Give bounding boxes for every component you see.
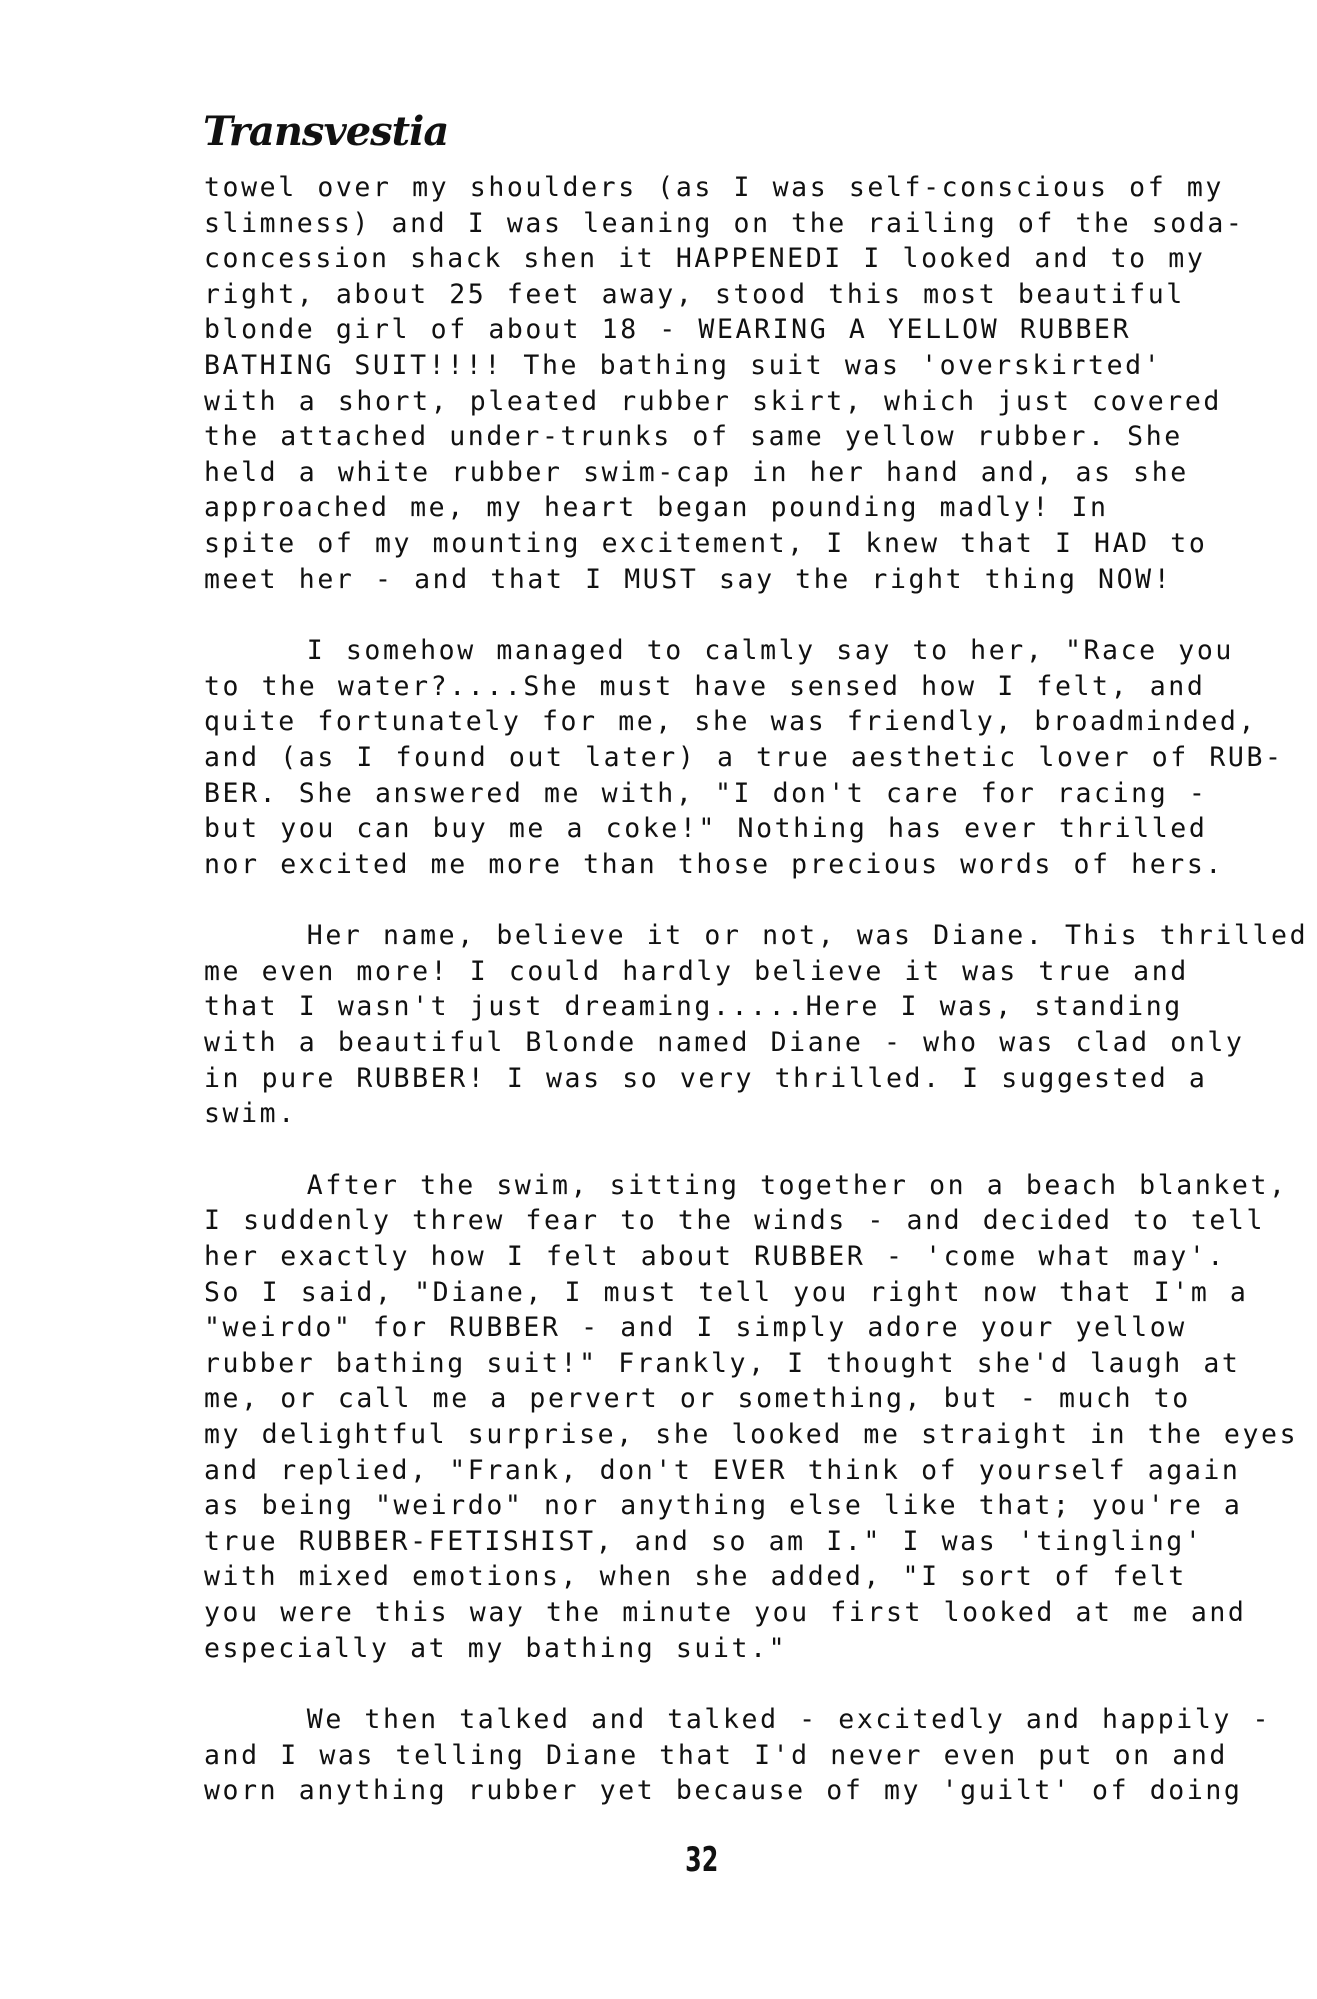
page-number: 32 [685, 1840, 719, 1880]
text-line: meet her - and that I MUST say the right thing NOW! [204, 563, 1173, 595]
text-line: So I said, "Diane, I must tell you right now that I'm a [204, 1276, 1249, 1308]
text-line: and I was telling Diane that I'd never even put on and [204, 1739, 1228, 1771]
text-line: my delightful surprise, she looked me straight in the eyes [204, 1419, 1299, 1450]
text-line: and replied, "Frank, don't EVER think of yourself again [204, 1454, 1241, 1486]
text-line: you were this way the minute you first looked at me and [204, 1596, 1247, 1628]
text-line: I somehow managed to calmly say to her, "Race you [204, 635, 1234, 667]
text-line: the attached under-trunks of same yellow rubber. She [204, 421, 1183, 453]
paragraph-5 [204, 1702, 1284, 1809]
paragraph-3 [204, 918, 1309, 1132]
body-text [204, 170, 1309, 1809]
text-line: spite of my mounting excitement, I knew that I HAD to [204, 527, 1208, 559]
text-line: with mixed emotions, when she added, "I sort of felt [204, 1561, 1187, 1593]
text-line: right, about 25 feet away, stood this most beautiful [204, 278, 1185, 310]
text-line: quite fortunately for me, she was friendly, broadminded, [204, 706, 1258, 738]
text-line: me even more! I could hardly believe it was true and [204, 955, 1189, 987]
text-line: BER. She answered me with, "I don't care for racing - [204, 777, 1208, 809]
text-line: swim. [204, 1098, 297, 1130]
text-line: but you can buy me a coke!" Nothing has ever thrilled [204, 813, 1208, 845]
text-line: blonde girl of about 18 - WEARING A YELLOW RUBBER [204, 314, 1132, 346]
text-line: worn anything rubber yet because of my 'guilt' of doing [204, 1775, 1243, 1807]
text-line: me, or call me a pervert or something, but - much to [204, 1383, 1191, 1415]
text-line: with a short, pleated rubber skirt, which just covered [204, 385, 1222, 417]
text-line: as being "weirdo" nor anything else like that; you're a [204, 1490, 1243, 1522]
text-line: BATHING SUIT!!!! The bathing suit was 'overskirted' [204, 349, 1163, 381]
paragraph-2 [204, 633, 1284, 882]
text-line: Her name, believe it or not, was Diane. This thrilled [204, 920, 1309, 952]
text-line: towel over my shoulders (as I was self-conscious of my [204, 172, 1224, 203]
text-line: "weirdo" for RUBBER - and I simply adore your yellow [204, 1312, 1187, 1344]
text-line: in pure RUBBER! I was so very thrilled. I suggested a [204, 1062, 1208, 1094]
text-line: to the water?....She must have sensed how I felt, and [204, 670, 1206, 702]
text-line: slimness) and I was leaning on the railing of the soda- [204, 207, 1245, 239]
text-line: We then talked and talked - excitedly and happily - [204, 1704, 1272, 1736]
text-line: rubber bathing suit!" Frankly, I thought she'd laugh at [204, 1347, 1241, 1379]
text-line: I suddenly threw fear to the winds - and decided to tell [204, 1205, 1266, 1237]
text-line: true RUBBER-FETISHIST, and so am I." I was 'tingling' [204, 1525, 1204, 1557]
text-line: with a beautiful Blonde named Diane - who was clad only [204, 1027, 1245, 1059]
paragraph-1 [204, 170, 1284, 597]
running-head-title: Transvestia [203, 108, 449, 155]
text-line: that I wasn't just dreaming.....Here I was, standing [204, 991, 1183, 1023]
text-line: nor excited me more than those precious words of hers. [204, 848, 1224, 880]
text-line: especially at my bathing suit." [204, 1632, 788, 1664]
text-line: her exactly how I felt about RUBBER - 'come what may'. [204, 1241, 1226, 1273]
text-line: concession shack shen it HAPPENEDI I looked and to my [204, 243, 1206, 275]
paragraph-4 [204, 1168, 1299, 1666]
text-line: After the swim, sitting together on a beach blanket, [204, 1169, 1288, 1201]
text-line: and (as I found out later) a true aesthetic lover of RUB- [204, 741, 1284, 773]
text-line: approached me, my heart began pounding madly! In [204, 492, 1109, 524]
text-line: held a white rubber swim-cap in her hand and, as she [204, 456, 1189, 488]
